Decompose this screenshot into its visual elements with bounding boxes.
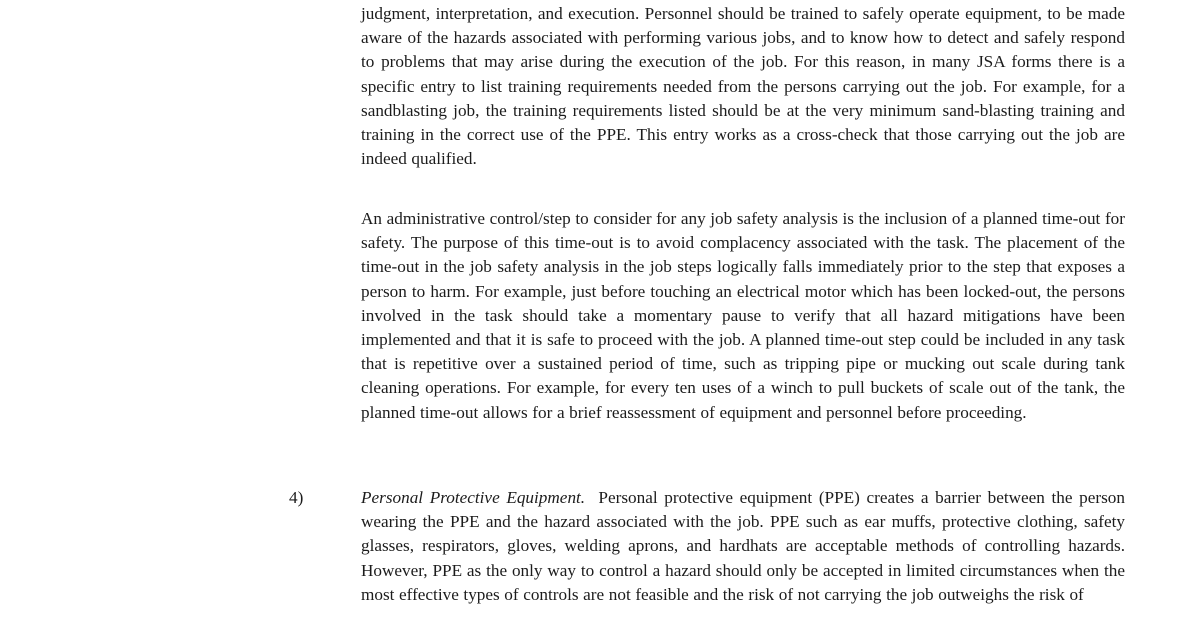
list-item-number: 4) xyxy=(289,488,304,507)
list-item-ppe xyxy=(361,486,1125,607)
list-item-title: Personal Protective Equipment. xyxy=(361,488,586,507)
paragraph-time-out: An administrative control/step to consider for any job safety analysis is the inclusion of a planned time-out for safety. The purpose of this time-out is to avoid complacency associated with the task. The placement of the time-out in the job safety analysis in the job steps logically falls immediately prior to the step that exposes a person to harm. For example, just before touching an electrical motor which has been locked-out, the persons involved in the task should take a momentary pause to verify that all hazard mitigations have been implemented and that it is safe to proceed with the job. A planned time-out step could be included in any task that is repetitive over a sustained period of time, such as tripping pipe or mucking out scale during tank cleaning operations. For example, for every ten uses of a winch to pull buckets of scale out of the tank, the planned time-out allows for a brief reassessment of equipment and personnel before proceeding. xyxy=(361,209,1125,422)
paragraph-training: judgment, interpretation, and execution. Personnel should be trained to safely operate equipment, to be made aware of the hazards associated with performing various jobs, and to know how to detect and safely respond to problems that may arise during the execution of the job. For this reason, in many JSA forms there is a specific entry to list training requirements needed from the persons carrying out the job. For example, for a sandblasting job, the training requirements listed should be at the very minimum sand-blasting training and training in the correct use of the PPE. This entry works as a cross-check that those carrying out the job are indeed qualified. xyxy=(361,4,1125,169)
list-item-body: Personal protective equipment (PPE) creates a barrier between the person wearing the PPE and the hazard associated with the job. PPE such as ear muffs, protective clothing, safety glasses, respirators, gloves, welding aprons, and hardhats are acceptable methods of controlling hazards. However, PPE as the only way to control a hazard should only be accepted in limited circumstances when the most effective types of controls are not feasible and the risk of not carrying the job outweighs the risk of xyxy=(361,488,1125,604)
